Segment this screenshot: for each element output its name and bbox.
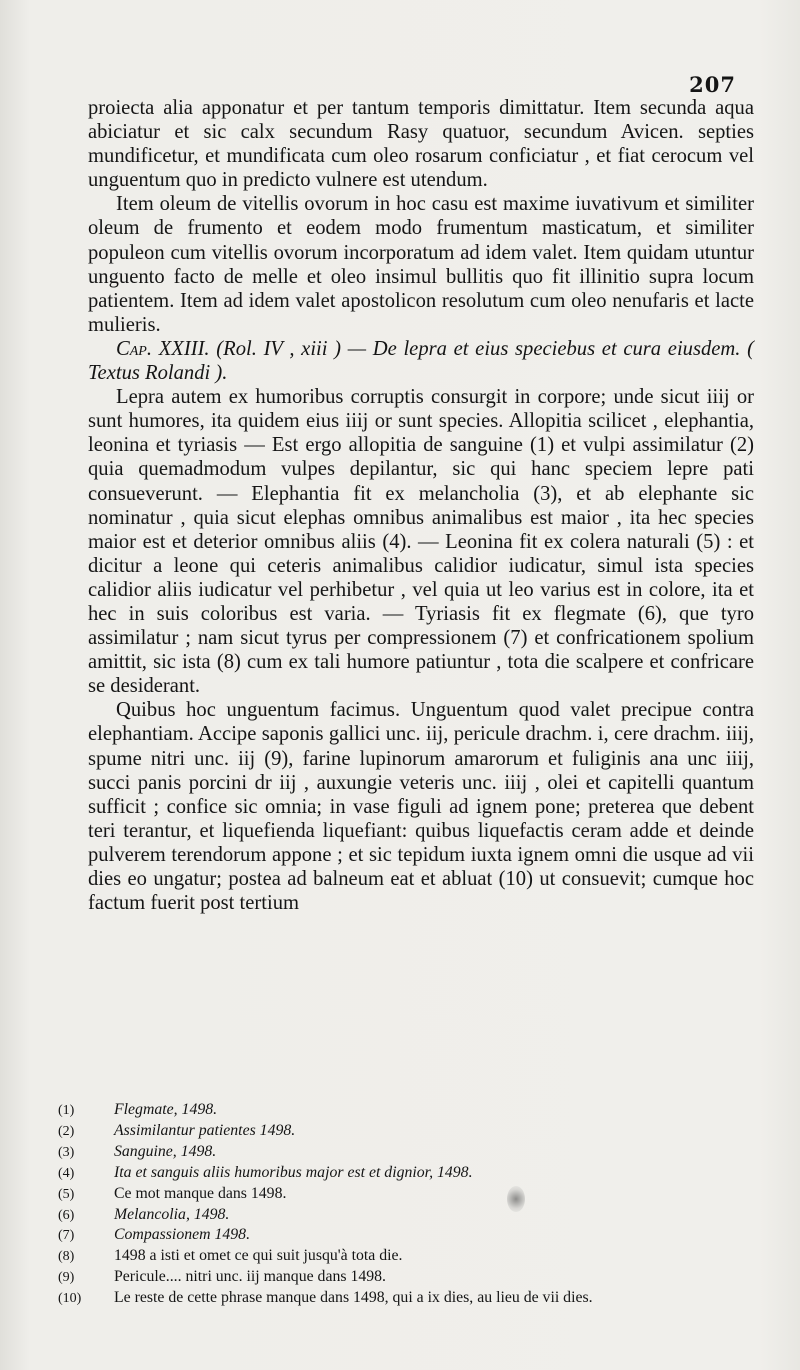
footnote-number: (9) [58, 1270, 75, 1286]
footnote-text: 1498 a isti et omet ce qui suit jusqu'à tota die. [114, 1247, 403, 1265]
footnote-text: Ita et sanguis aliis humoribus major est et dignior, 1498. [114, 1163, 473, 1181]
paragraph-oleum: Item oleum de vitellis ovorum in hoc casu est maxime iuvativum et similiter oleum de frumento et eodem modo frumentum masticatum, et similiter populeon cum vitellis ovorum incorporatum ad idem valet. Item quidam utuntur unguento facto de melle et oleo insimul bullitis quo fit illinitio supra locum patientem. Item ad idem valet apostolicon resolutum cum oleo nenufaris et lacte mulieris. [88, 193, 754, 336]
footnote [58, 1142, 764, 1163]
footnote [58, 1267, 764, 1288]
footnote-number: (4) [58, 1165, 75, 1181]
footnote-text: Pericule.... nitri unc. iij manque dans 1498. [114, 1268, 387, 1286]
footnote-text: Sanguine, 1498. [114, 1142, 217, 1160]
footnote-number: (3) [58, 1144, 75, 1160]
footnote [58, 1288, 764, 1309]
footnote-text: Flegmate, 1498. [114, 1101, 218, 1118]
chapter-cap-label: Cap. [116, 337, 152, 360]
footnote [58, 1246, 764, 1267]
footnote [58, 1225, 764, 1246]
paragraph-continuation: proiecta alia apponatur et per tantum temporis dimittatur. Item secunda aqua abiciatur et sic calx secundum Rasy quatuor, secundum Avicen. septies mundificetur, et mundificata cum oleo rosarum conficiatur , et fiat cerocum vel unguentum quo in predicto vulnere est utendum. [88, 97, 754, 192]
page-number: 207 [689, 72, 736, 97]
footnote [58, 1205, 764, 1226]
footnote-number: (1) [58, 1103, 75, 1118]
footnotes [58, 1100, 764, 1309]
footnote-number: (10) [58, 1291, 82, 1307]
ink-blot [507, 1186, 525, 1212]
footnote-number: (5) [58, 1186, 75, 1202]
footnote-number: (6) [58, 1207, 75, 1223]
chapter-heading [88, 337, 754, 385]
footnote-number: (8) [58, 1249, 75, 1265]
footnote [58, 1121, 764, 1142]
footnote-text: Assimilantur patientes 1498. [114, 1121, 296, 1139]
footnote [58, 1184, 764, 1205]
footnote-text: Le reste de cette phrase manque dans 1498, qui a ix dies, au lieu de vii dies. [114, 1289, 593, 1307]
chapter-title: XXIII. (Rol. IV , xiii ) — De lepra et eius speciebus et cura eiusdem. ( Textus Rolandi ). [88, 337, 754, 385]
paragraph-unguentum: Quibus hoc unguentum facimus. Unguentum quod valet precipue contra elephantiam. Accipe saponis gallici unc. iij, pericule drachm. i, cere drachm. iiij, spume nitri unc. iij (9), farine lupinorum amarorum et fuliginis ana unc iiij, succi panis porcini dr iij , auxungie veteris unc. iiij , olei et capitelli quantum sufficit ; confice sic omnia; in vase figuli ad ignem pone; preterea que debent teri terantur, et liquefienda liquefiant: quibus liquefactis ceram adde et deinde pulverem terendorum appone ; et sic tepidum iuxta ignem omni die usque ad vii dies eo ungatur; postea ad balneum eat et abluat (10) ut consuevit; cumque hoc factum fuerit post tertium [88, 699, 754, 915]
paragraph-lepra: Lepra autem ex humoribus corruptis consurgit in corpore; unde sicut iiij or sunt humores, ita quidem eius iiij or sunt species. Allopitia scilicet , elephantia, leonina et tyriasis — Est ergo allopitia de sanguine (1) et vulpi assimilatur (2) quia quemadmodum vulpes depilantur, sic qui hanc speciem lepre pati consueverunt. — Elephantia fit ex melancholia (3), et ab elephante sic nominatur , quia sicut elephas omnibus animalibus est maior , ita hec species maior est et deterior omnibus aliis (4). — Leonina fit ex colera naturali (5) : et dicitur a leone qui ceteris animalibus calidior iudicatur, simul ista species calidior aliis iudicatur vel perhibetur , vel quia ut leo varius est in colore, ita et hec in suis coloribus est varia. — Tyriasis fit ex flegmate (6), que tyro assimilatur ; nam sicut tyrus per compressionem (7) et confricationem spolium amittit, sic ista (8) cum ex tali humore patiuntur , tota die scalpere et confricare se desiderant. [88, 386, 754, 698]
footnote-text: Melancolia, 1498. [114, 1205, 230, 1223]
footnote-text: Compassionem 1498. [114, 1226, 251, 1244]
footnote-number: (2) [58, 1123, 75, 1139]
main-text [88, 96, 754, 915]
footnote-number: (7) [58, 1228, 75, 1244]
footnote [58, 1163, 764, 1184]
footnote-text: Ce mot manque dans 1498. [114, 1184, 287, 1202]
footnote [58, 1100, 764, 1121]
